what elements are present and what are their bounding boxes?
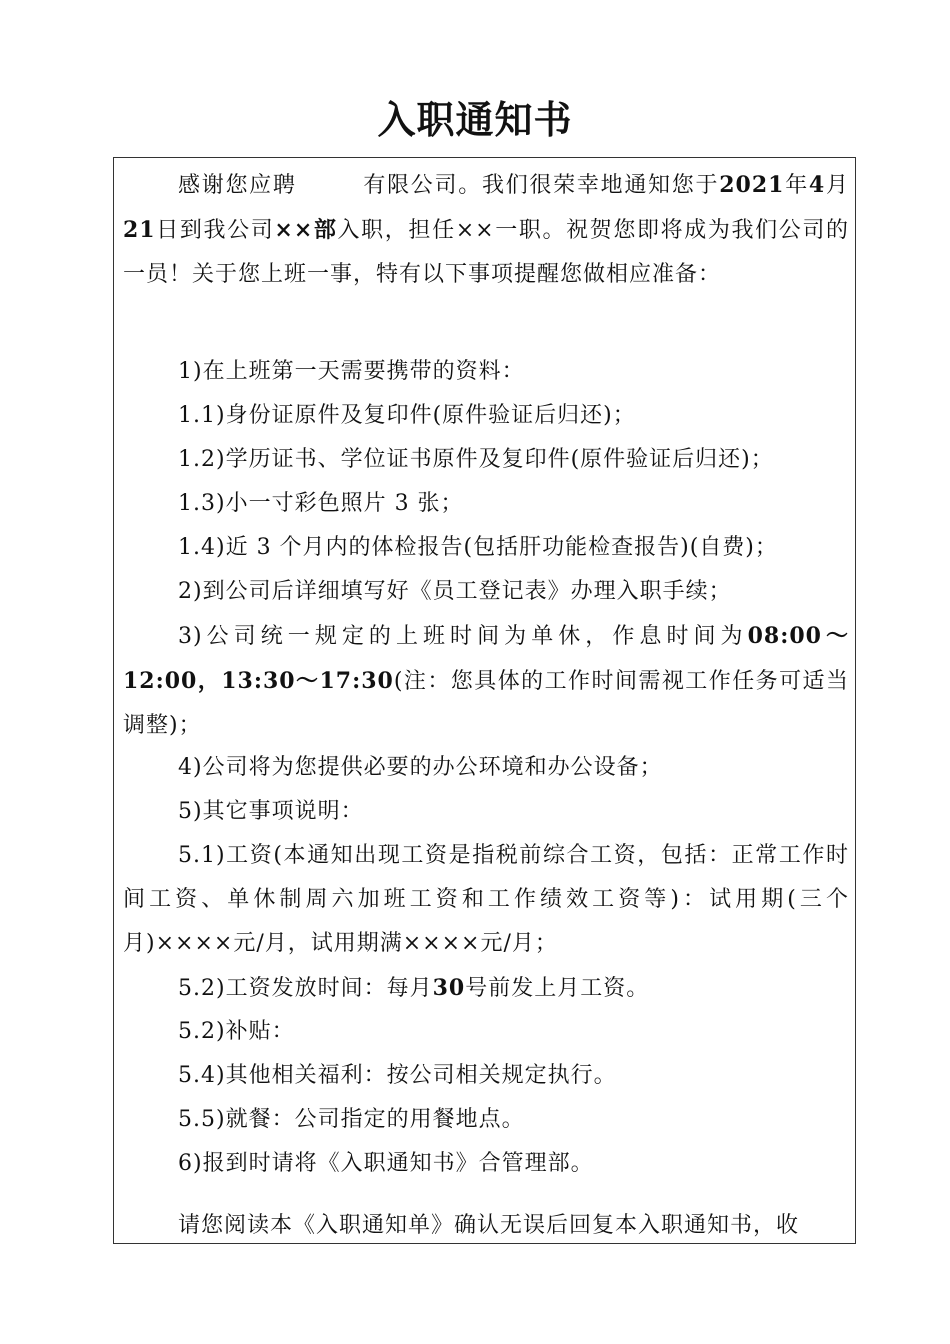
start-year: 2021: [719, 172, 785, 198]
payday-number: 30: [432, 975, 466, 1001]
list-item: 4)公司将为您提供必要的办公环境和办公设备；: [178, 755, 663, 780]
intro-text: 日到我公司: [155, 218, 275, 243]
page-title: 入职通知书: [377, 98, 573, 142]
intro-paragraph: [123, 163, 849, 297]
list-item: 6)报到时请将《入职通知书》合管理部。: [178, 1151, 594, 1176]
closing-paragraph: 请您阅读本《入职通知单》确认无误后回复本入职通知书，收: [178, 1213, 800, 1238]
list-item: 2)到公司后详细填写好《员工登记表》办理入职手续；: [178, 579, 732, 604]
start-month: 4: [808, 172, 826, 198]
notice-box: [113, 157, 856, 1244]
hours-text: 3)公司统一规定的上班时间为单休，作息时间为: [178, 624, 748, 649]
start-day: 21: [123, 217, 156, 243]
list-item: 1.4)近 3 个月内的体检报告(包括肝功能检查报告)(自费)；: [178, 535, 778, 560]
list-item: 5)其它事项说明：: [178, 799, 364, 824]
list-item: 5.5)就餐：公司指定的用餐地点。: [178, 1107, 525, 1132]
list-item: 1)在上班第一天需要携带的资料：: [178, 359, 525, 384]
list-item: 1.3)小一寸彩色照片 3 张；: [178, 491, 464, 516]
hours-note: (注：您具体的工作时间需视工作任务可适当调整)；: [123, 669, 849, 738]
list-item: 1.2)学历证书、学位证书原件及复印件(原件验证后归还)；: [178, 447, 774, 472]
intro-text: 有限公司。我们很荣幸地通知您于: [362, 173, 720, 198]
department: ××部: [274, 217, 338, 243]
work-hours-paragraph: [123, 614, 849, 748]
intro-text: 入职，担任××一职。祝贺您即将成为我们公司的一员！关于您上班一事，特有以下事项提醒您做相应准备：: [123, 218, 849, 287]
work-time: 08:00～12:00，13:30～17:30: [123, 623, 849, 694]
payday-paragraph: [123, 966, 849, 1011]
payday-text: 号前发上月工资。: [465, 976, 650, 1001]
list-item: 5.4)其他相关福利：按公司相关规定执行。: [178, 1063, 617, 1088]
list-item: 1.1)身份证原件及复印件(原件验证后归还)；: [178, 403, 636, 428]
intro-text: 感谢您应聘: [178, 173, 297, 198]
payday-text: 5.2)工资发放时间：每月: [178, 976, 433, 1001]
intro-text: 年: [784, 173, 809, 198]
list-item: 5.2)补贴：: [178, 1019, 295, 1044]
salary-paragraph: 5.1)工资(本通知出现工资是指税前综合工资，包括：正常工作时间工资、单休制周六加班工资和工作绩效工资等)：试用期(三个月)××××元/月，试用期满××××元/月；: [123, 843, 849, 956]
intro-text: 月: [825, 173, 849, 198]
